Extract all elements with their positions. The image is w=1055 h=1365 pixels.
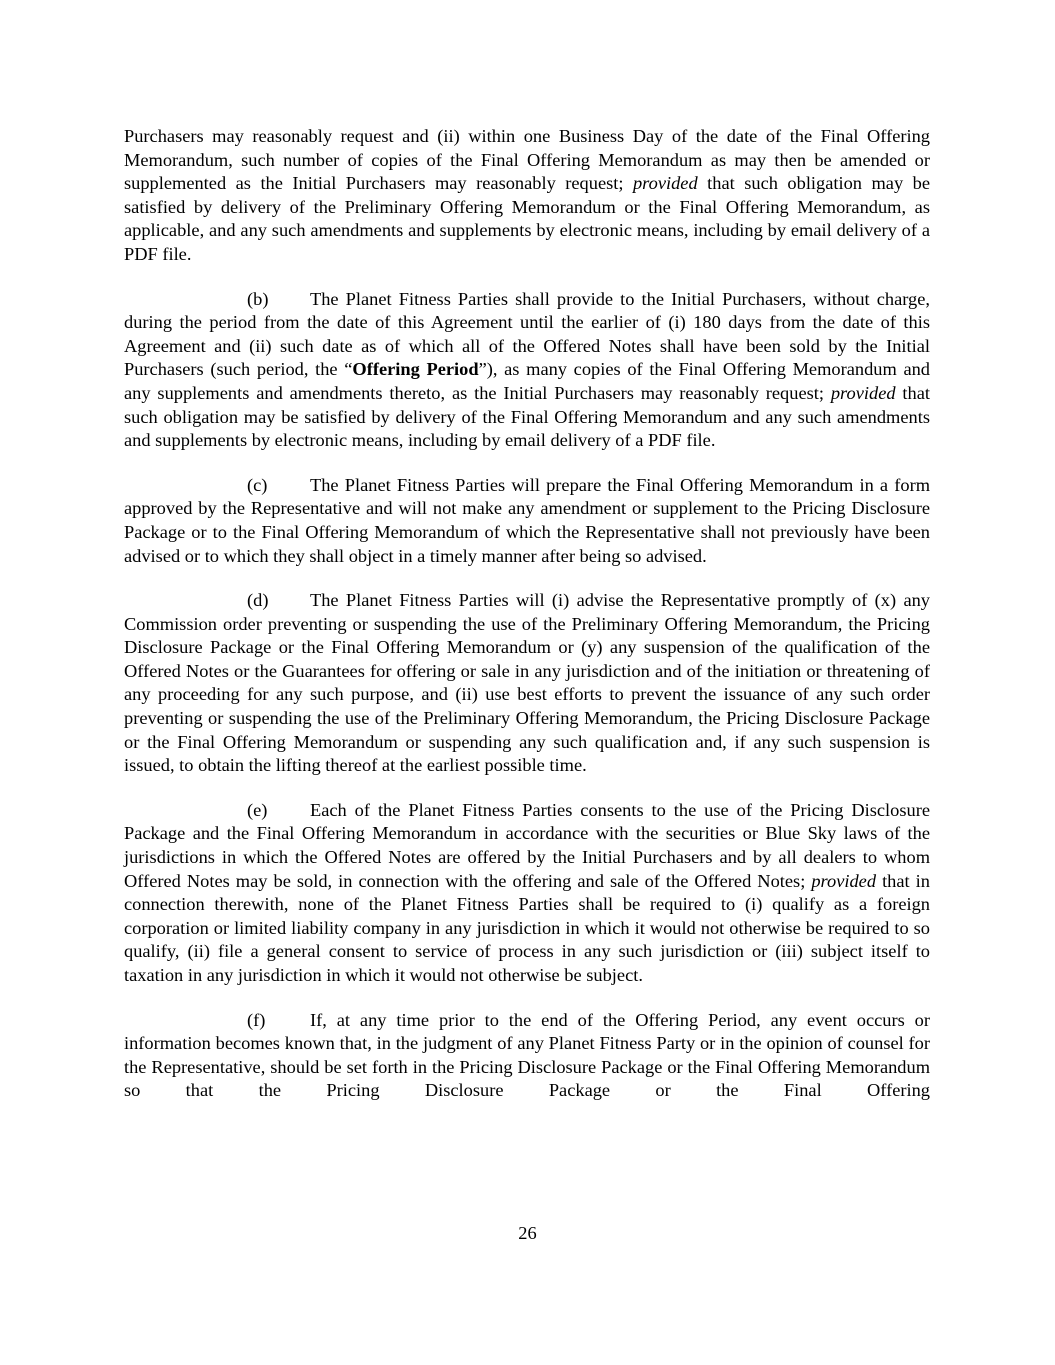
paragraph-d-label: (d) [247, 590, 269, 611]
paragraph-e-text-1: Each of the Planet Fitness Parties consents to the use of the Pricing Disclosure Package and the Final Offering Memorandum in accordance with the securities or Blue Sky laws of the jurisdictions in which the Offered Notes are offered by the Initial Purchasers and by all dealers to whom Offered Notes may be sold, in connection with the offering and sale of the Offered Notes; [124, 799, 930, 891]
paragraph-c-text: The Planet Fitness Parties will prepare the Final Offering Memorandum in a form approved by the Representative and will not make any amendment or supplement to the Pricing Disclosure Package or to the Final Offering Memorandum of which the Representative shall not previously have been advised or to which they shall object in a timely manner after being so advised. [124, 474, 930, 566]
paragraph-f-label: (f) [247, 1009, 266, 1030]
paragraph-b [124, 288, 930, 453]
document-body [124, 125, 930, 1103]
intro-text-1: Purchasers may reasonably request and (ii) within one Business Day of the date of the Final Offering Memorandum, such number of copies of the Final Offering Memorandum as may then be amended or supplemented as the Initial Purchasers may reasonably request; [124, 126, 930, 194]
paragraph-intro [124, 125, 930, 267]
paragraph-e-label: (e) [247, 799, 268, 820]
paragraph-d-text: The Planet Fitness Parties will (i) advise the Representative promptly of (x) any Commission order preventing or suspending the use of the Preliminary Offering Memorandum, the Pricing Disclosure Package or the Final Offering Memorandum or (y) any suspension of the qualification of the Offered Notes or the Guarantees for offering or sale in any jurisdiction and of the initiation or threatening of any proceeding for any such purpose, and (ii) use best efforts to prevent the issuance of any such order preventing or suspending the use of the Preliminary Offering Memorandum, the Pricing Disclosure Package or the Final Offering Memorandum or suspending any such qualification and, if any such suspension is issued, to obtain the lifting thereof at the earliest possible time. [124, 590, 930, 776]
paragraph-b-text-3: that such obligation may be satisfied by delivery of the Final Offering Memorandum and any such amendments and supplements by electronic means, including by email delivery of a PDF file. [124, 382, 930, 451]
paragraph-f-text: If, at any time prior to the end of the Offering Period, any event occurs or information becomes known that, in the judgment of any Planet Fitness Party or in the opinion of counsel for the Representative, should be set forth in the Pricing Disclosure Package or the Final Offering Memorandum so that the Pricing Disclosure Package or the Final Offering [124, 1009, 930, 1101]
paragraph-b-text-2: ”), as many copies of the Final Offering Memorandum and any supplements and amendments thereto, as the Initial Purchasers may reasonably request; [124, 359, 931, 403]
paragraph-e-emphasis: provided [811, 870, 877, 891]
paragraph-b-text-1: The Planet Fitness Parties shall provide to the Initial Purchasers, without charge, during the period from the date of this Agreement until the earlier of (i) 180 days from the date of this Agreement and (ii) such date as of which all of the Offered Notes shall have been sold by the Initial Purchasers (such period, the “ [124, 288, 930, 380]
paragraph-e [124, 799, 930, 988]
paragraph-c-label: (c) [247, 474, 268, 495]
paragraph-e-text-2: that in connection therewith, none of the Planet Fitness Parties shall be required to (i) qualify as a foreign corporation or limited liability company in any jurisdiction in which it would not otherwise be required to so qualify, (ii) file a general consent to service of process in any such jurisdiction or (iii) subject itself to taxation in any jurisdiction in which it would not otherwise be subject. [124, 870, 930, 985]
intro-text-2: that such obligation may be satisfied by delivery of the Preliminary Offering Memorandum or the Final Offering Memorandum, as applicable, and any such amendments and supplements by electronic means, including by email delivery of a PDF file. [124, 173, 930, 264]
paragraph-c [124, 474, 930, 568]
defined-term-offering-period: Offering Period [352, 359, 479, 380]
paragraph-b-label: (b) [247, 288, 269, 309]
page-number: 26 [518, 1223, 537, 1243]
paragraph-d [124, 589, 930, 778]
intro-emphasis: provided [632, 173, 698, 194]
paragraph-f [124, 1009, 930, 1103]
paragraph-b-emphasis: provided [830, 382, 896, 403]
